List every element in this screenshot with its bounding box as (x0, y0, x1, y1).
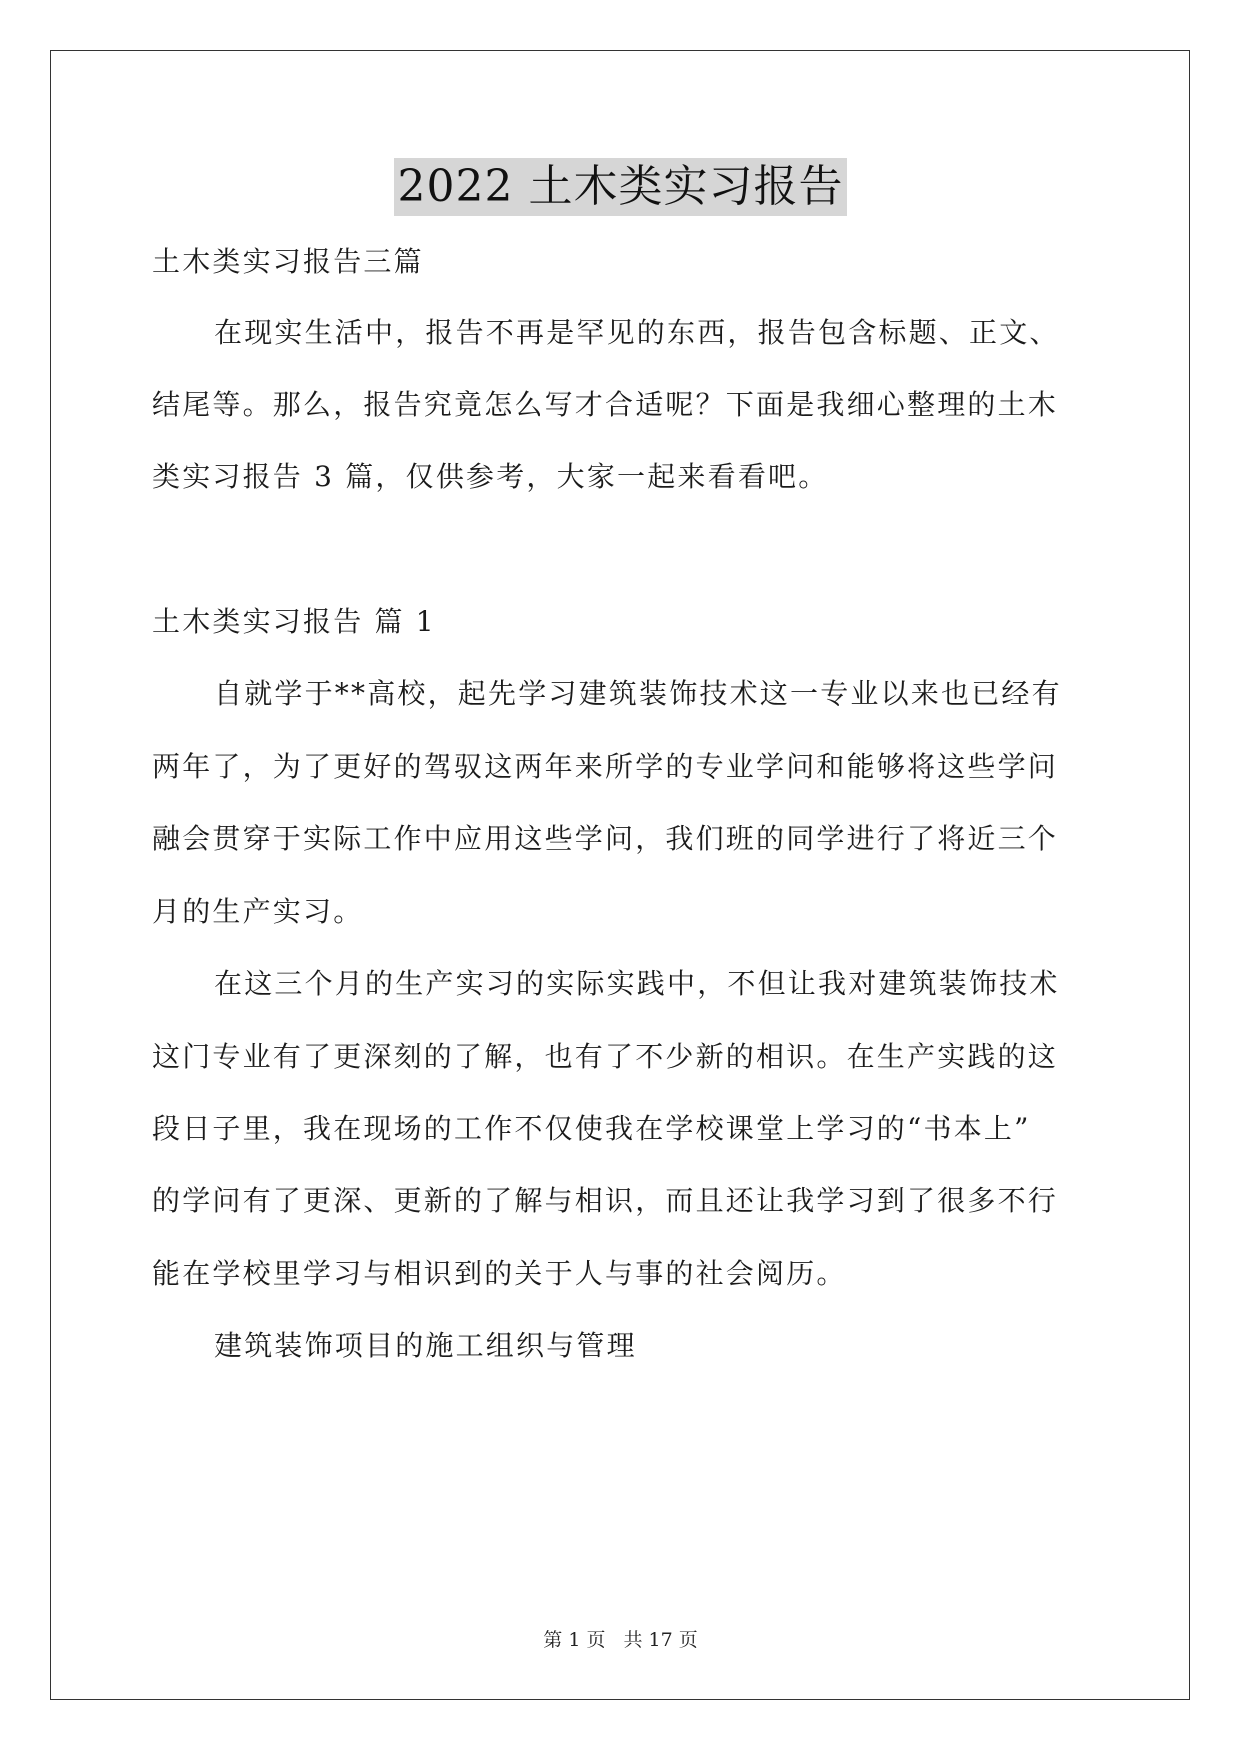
subtitle-line: 土木类实习报告三篇 (152, 245, 424, 278)
paragraph-line: 这门专业有了更深刻的了解，也有了不少新的相识。在生产实践的这 (152, 1040, 1059, 1073)
paragraph-line: 结尾等。那么，报告究竟怎么写才合适呢？下面是我细心整理的土木 (152, 388, 1059, 421)
paragraph-line: 类实习报告 3 篇，仅供参考，大家一起来看看吧。 (152, 460, 829, 493)
subheading-line: 建筑装饰项目的施工组织与管理 (214, 1329, 637, 1362)
paragraph-line: 融会贯穿于实际工作中应用这些学问，我们班的同学进行了将近三个 (152, 822, 1059, 855)
paragraph-line: 在这三个月的生产实习的实际实践中，不但让我对建筑装饰技术 (214, 967, 1060, 1000)
page-number-current: 第 1 页 (543, 1629, 606, 1651)
title-container (0, 158, 1241, 216)
paragraph-line: 能在学校里学习与相识到的关于人与事的社会阅历。 (152, 1257, 847, 1290)
page-number-total: 共 17 页 (623, 1629, 698, 1651)
paragraph-line: 段日子里，我在现场的工作不仅使我在学校课堂上学习的“书本上” (152, 1112, 1031, 1145)
section-heading: 土木类实习报告 篇 1 (152, 605, 436, 638)
page-footer (0, 1628, 1241, 1652)
paragraph-line: 月的生产实习。 (152, 895, 364, 928)
paragraph-line: 两年了，为了更好的驾驭这两年来所学的专业学问和能够将这些学问 (152, 750, 1059, 783)
paragraph-line: 在现实生活中，报告不再是罕见的东西，报告包含标题、正文、 (214, 316, 1060, 349)
document-title: 2022 土木类实习报告 (394, 158, 848, 216)
paragraph-line: 的学问有了更深、更新的了解与相识，而且还让我学习到了很多不行 (152, 1184, 1059, 1217)
page-border (50, 50, 1190, 1700)
paragraph-line: 自就学于**高校，起先学习建筑装饰技术这一专业以来也已经有 (214, 677, 1062, 710)
